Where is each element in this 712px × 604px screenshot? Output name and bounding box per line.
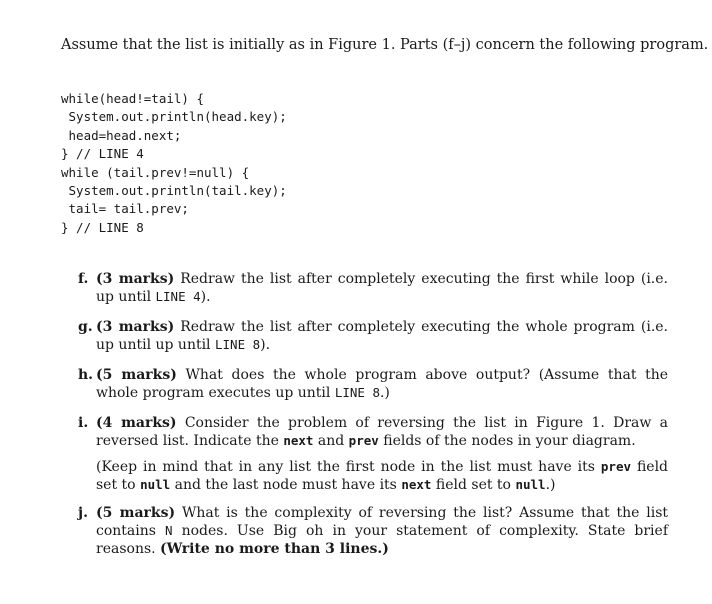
code-line: } // LINE 8: [61, 219, 144, 235]
code-line: System.out.println(head.key);: [61, 109, 287, 125]
question-marks: (3 marks): [96, 319, 175, 335]
code-reference: null: [515, 477, 546, 492]
question-body: [96, 270, 668, 306]
question-bold-note: (Write no more than 3 lines.): [160, 541, 389, 557]
code-line: while(head!=tail) {: [61, 91, 204, 106]
question-text: Redraw the list after completely executing the first while loop (i.e. up until: [96, 271, 668, 305]
question-marks: (4 marks): [96, 415, 177, 431]
note-text: and the last node must have its: [174, 477, 397, 493]
note-text: field set to: [96, 459, 669, 493]
question-body: [96, 414, 668, 450]
question-text-end: ).: [200, 289, 211, 305]
question-note: [96, 458, 668, 494]
question-text: nodes. Use Big oh in your statement of complexity. State brief reasons.: [96, 523, 668, 557]
question-j: [78, 504, 668, 558]
question-text: What is the complexity of reversing the list? Assume that the list contains: [96, 505, 669, 539]
question-marks: (5 marks): [96, 505, 176, 521]
code-line: head=head.next;: [61, 127, 182, 143]
question-letter: f.: [78, 271, 89, 287]
code-line: System.out.println(tail.key);: [61, 182, 287, 198]
question-letter: h.: [78, 367, 94, 383]
question-body: [96, 504, 668, 558]
code-reference: prev: [600, 459, 632, 474]
question-h: [78, 366, 668, 402]
question-text-end: ).: [260, 337, 271, 353]
code-reference: next: [283, 433, 314, 448]
question-text: fields of the nodes in your diagram.: [383, 433, 636, 449]
question-text: What does the whole program above output? (Assume that the whole program executes up until: [96, 367, 668, 401]
question-text: and: [317, 433, 345, 449]
question-text-end: .): [379, 385, 390, 401]
code-reference: LINE 4: [155, 289, 201, 304]
code-reference: prev: [348, 433, 379, 448]
code-reference: LINE 8: [334, 385, 380, 400]
code-line: tail= tail.prev;: [61, 201, 189, 217]
question-text: Redraw the list after completely executing the whole program (i.e. up until up until: [96, 319, 669, 353]
question-marks: (3 marks): [96, 271, 175, 287]
code-reference: next: [401, 477, 432, 492]
question-f: [78, 270, 668, 306]
question-letter: g.: [78, 319, 93, 335]
intro-text: Assume that the list is initially as in Figure 1. Parts (f–j) concern the following program.: [61, 37, 709, 53]
note-text: .): [545, 477, 556, 493]
question-marks: (5 marks): [96, 367, 177, 383]
note-text: (Keep in mind that in any list the first node in the list must have its: [96, 459, 595, 475]
code-line: while (tail.prev!=null) {: [61, 164, 250, 180]
question-letter: i.: [78, 415, 89, 431]
question-i: [78, 414, 668, 494]
question-body: [96, 318, 668, 354]
code-reference: null: [140, 477, 171, 492]
code-block: [61, 90, 287, 237]
question-letter: j.: [78, 505, 88, 521]
question-body: [96, 366, 668, 402]
question-g: [78, 318, 668, 354]
code-reference: N: [164, 523, 173, 538]
code-line: } // LINE 4: [61, 146, 144, 162]
code-reference: LINE 8: [215, 337, 261, 352]
note-text: field set to: [435, 477, 511, 493]
question-text: Consider the problem of reversing the list in Figure 1. Draw a reversed list. Indicate the: [96, 415, 668, 449]
